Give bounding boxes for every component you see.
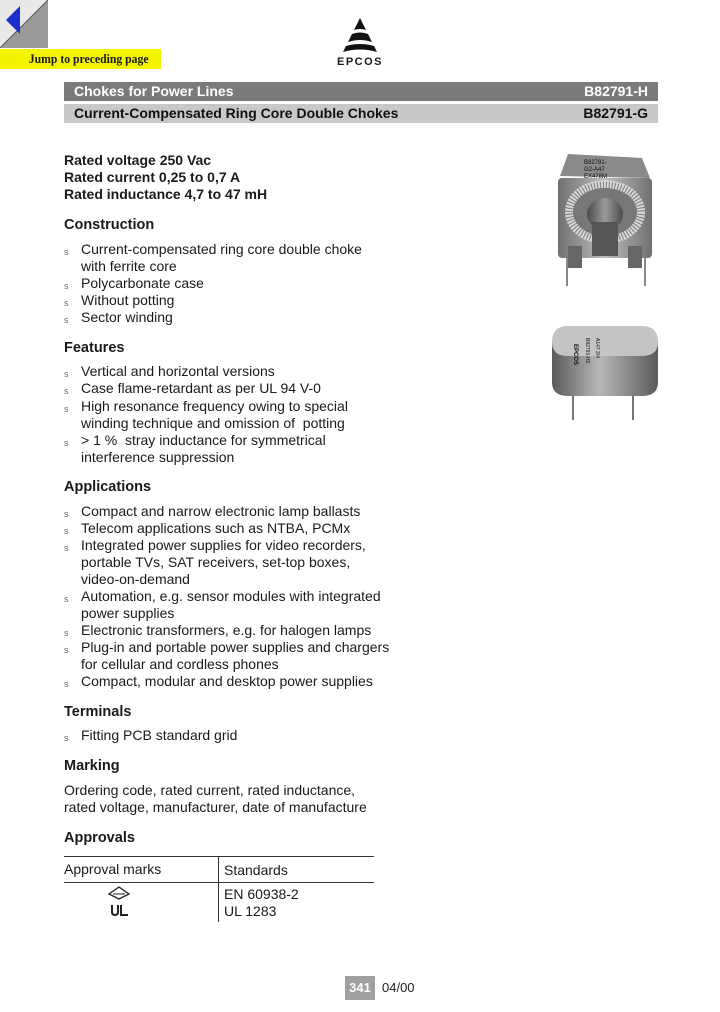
back-arrow-icon[interactable] xyxy=(6,6,20,34)
bullet-icon: s xyxy=(64,679,69,689)
vde-approval-mark-icon xyxy=(108,886,130,900)
approvals-table xyxy=(64,856,374,922)
brand-name: EPCOS xyxy=(336,56,383,68)
rated-inductance: Rated inductance 4,7 to 47 mH xyxy=(64,186,268,202)
section-heading-terminals: Terminals xyxy=(64,704,132,720)
bullet-icon: s xyxy=(64,543,69,553)
section-heading-approvals: Approvals xyxy=(64,830,135,846)
page-number: 341 xyxy=(345,976,375,1000)
photo1-label-line1: B82791- xyxy=(584,160,607,166)
section-heading-features: Features xyxy=(64,340,125,356)
product-group-title: Chokes for Power Lines xyxy=(74,83,234,99)
standard-en-60938-2: EN 60938-2 xyxy=(224,886,299,902)
epcos-logo xyxy=(320,16,400,72)
jump-to-preceding-page-button[interactable]: Jump to preceding page xyxy=(0,49,161,69)
section-heading-construction: Construction xyxy=(64,217,155,233)
bullet-icon: s xyxy=(64,526,69,536)
ordering-code-g: B82791-G xyxy=(583,105,648,121)
bullet-icon: s xyxy=(64,369,69,379)
ordering-code-h: B82791-H xyxy=(584,83,648,99)
bullet-icon: s xyxy=(64,645,69,655)
bullet-icon: s xyxy=(64,509,69,519)
standard-ul-1283: UL 1283 xyxy=(224,903,277,919)
section-heading-marking: Marking xyxy=(64,758,120,774)
column-header-standards: Standards xyxy=(224,862,288,878)
bullet-icon: s xyxy=(64,733,69,743)
bullet-icon: s xyxy=(64,247,69,257)
bullet-icon: s xyxy=(64,404,69,414)
bullet-icon: s xyxy=(64,594,69,604)
photo2-label-line1: EPCOS xyxy=(572,344,578,366)
product-photo-vertical-choke xyxy=(548,150,662,288)
product-photo-horizontal-choke xyxy=(548,320,662,422)
bullet-icon: s xyxy=(64,628,69,638)
ul-recognized-mark-icon xyxy=(110,903,130,917)
marking-line: Ordering code, rated current, rated inductance, xyxy=(64,782,356,798)
epcos-logo-icon xyxy=(320,16,400,56)
section-heading-applications: Applications xyxy=(64,479,152,495)
marking-line: rated voltage, manufacturer, date of manufacture xyxy=(64,799,367,815)
title-bar-product xyxy=(64,104,658,123)
column-header-approval-marks: Approval marks xyxy=(64,861,162,877)
photo1-label-line3: EX478M xyxy=(584,174,608,180)
rated-current: Rated current 0,25 to 0,7 A xyxy=(64,169,241,185)
photo2-label-line3: A147 2/4 xyxy=(594,338,600,359)
title-bar-product-group xyxy=(64,82,658,101)
bullet-icon: s xyxy=(64,386,69,396)
bullet-icon: s xyxy=(64,438,69,448)
bullet-icon: s xyxy=(64,281,69,291)
photo1-label-line2: G2-A47 xyxy=(584,167,605,173)
photo2-label-line2: B82791-H2 xyxy=(584,338,590,364)
edition-date: 04/00 xyxy=(382,980,415,995)
bullet-icon: s xyxy=(64,315,69,325)
rated-voltage: Rated voltage 250 Vac xyxy=(64,152,212,168)
bullet-icon: s xyxy=(64,298,69,308)
product-title: Current-Compensated Ring Core Double Chokes xyxy=(74,105,399,121)
